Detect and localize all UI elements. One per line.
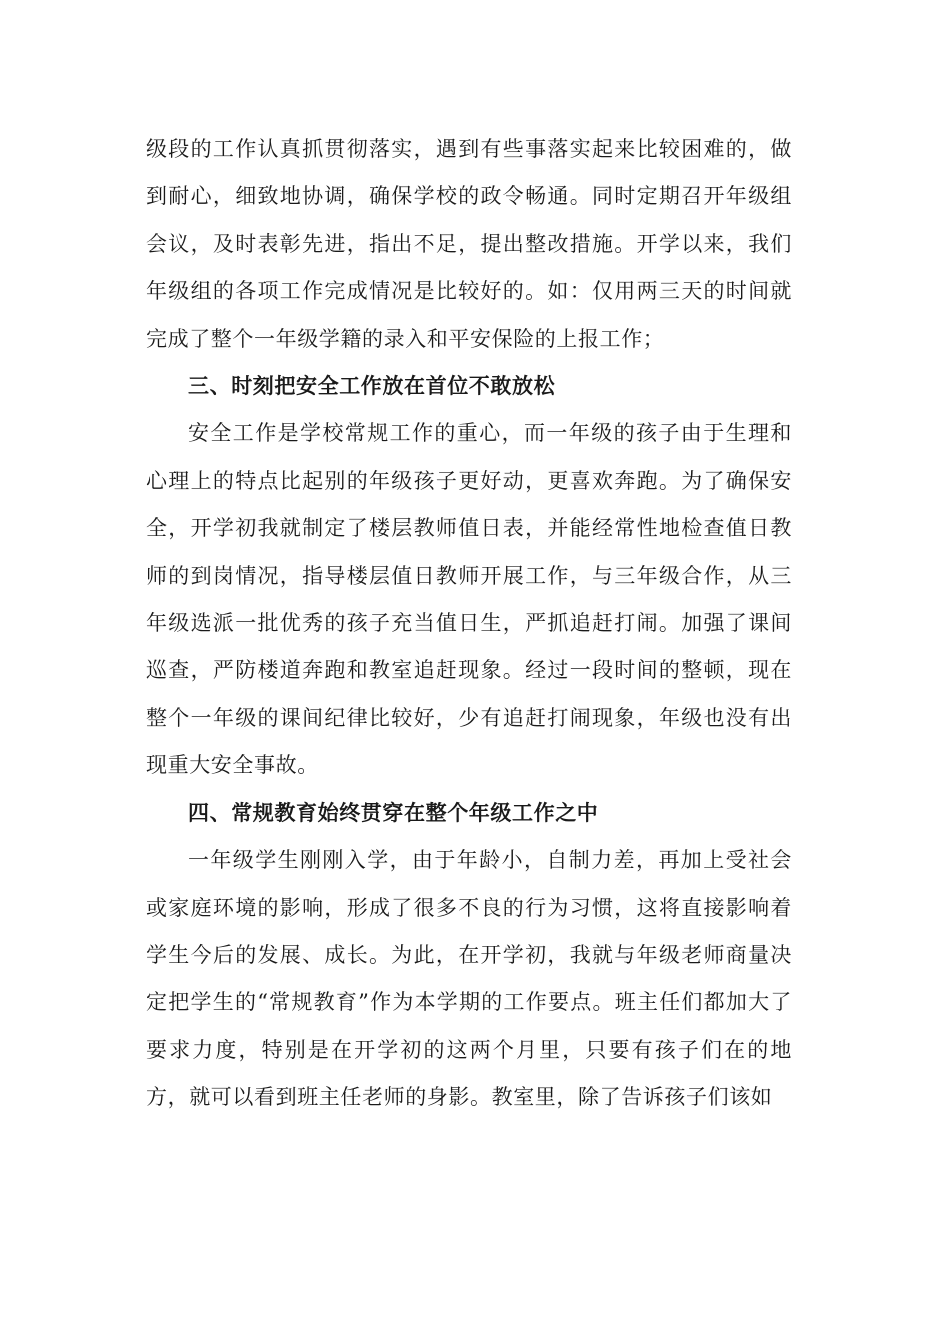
paragraph-continuation: 级段的工作认真抓贯彻落实，遇到有些事落实起来比较困难的，做到耐心，细致地协调，确保学校的政令畅通。同时定期召开年级组会议，及时表彰先进，指出不足，提出整改措施。开学以来，我们年级组的各项工作完成情况是比较好的。如：仅用两三天的时间就完成了整个一年级学籍的录入和平安保险的上报工作； bbox=[146, 137, 792, 351]
section-heading-4: 四、常规教育始终贯穿在整个年级工作之中 bbox=[188, 800, 599, 825]
paragraph-safety: 安全工作是学校常规工作的重心，而一年级的孩子由于生理和心理上的特点比起别的年级孩子更好动，更喜欢奔跑。为了确保安全，开学初我就制定了楼层教师值日表，并能经常性地检查值日教师的到岗情况，指导楼层值日教师开展工作，与三年级合作，从三年级选派一批优秀的孩子充当值日生，严抓追赶打闹。加强了课间巡查，严防楼道奔跑和教室追赶现象。经过一段时间的整顿，现在整个一年级的课间纪律比较好，少有追赶打闹现象，年级也没有出现重大安全事故。 bbox=[146, 421, 792, 778]
document-body bbox=[146, 126, 792, 1122]
section-heading-3: 三、时刻把安全工作放在首位不敢放松 bbox=[188, 374, 556, 399]
paragraph-routine-education: 一年级学生刚刚入学，由于年龄小，自制力差，再加上受社会或家庭环境的影响，形成了很多不良的行为习惯，这将直接影响着学生今后的发展、成长。为此，在开学初，我就与年级老师商量决定把学生的“常规教育”作为本学期的工作要点。班主任们都加大了要求力度，特别是在开学初的这两个月里，只要有孩子们在的地方，就可以看到班主任老师的身影。教室里，除了告诉孩子们该如 bbox=[146, 848, 792, 1110]
